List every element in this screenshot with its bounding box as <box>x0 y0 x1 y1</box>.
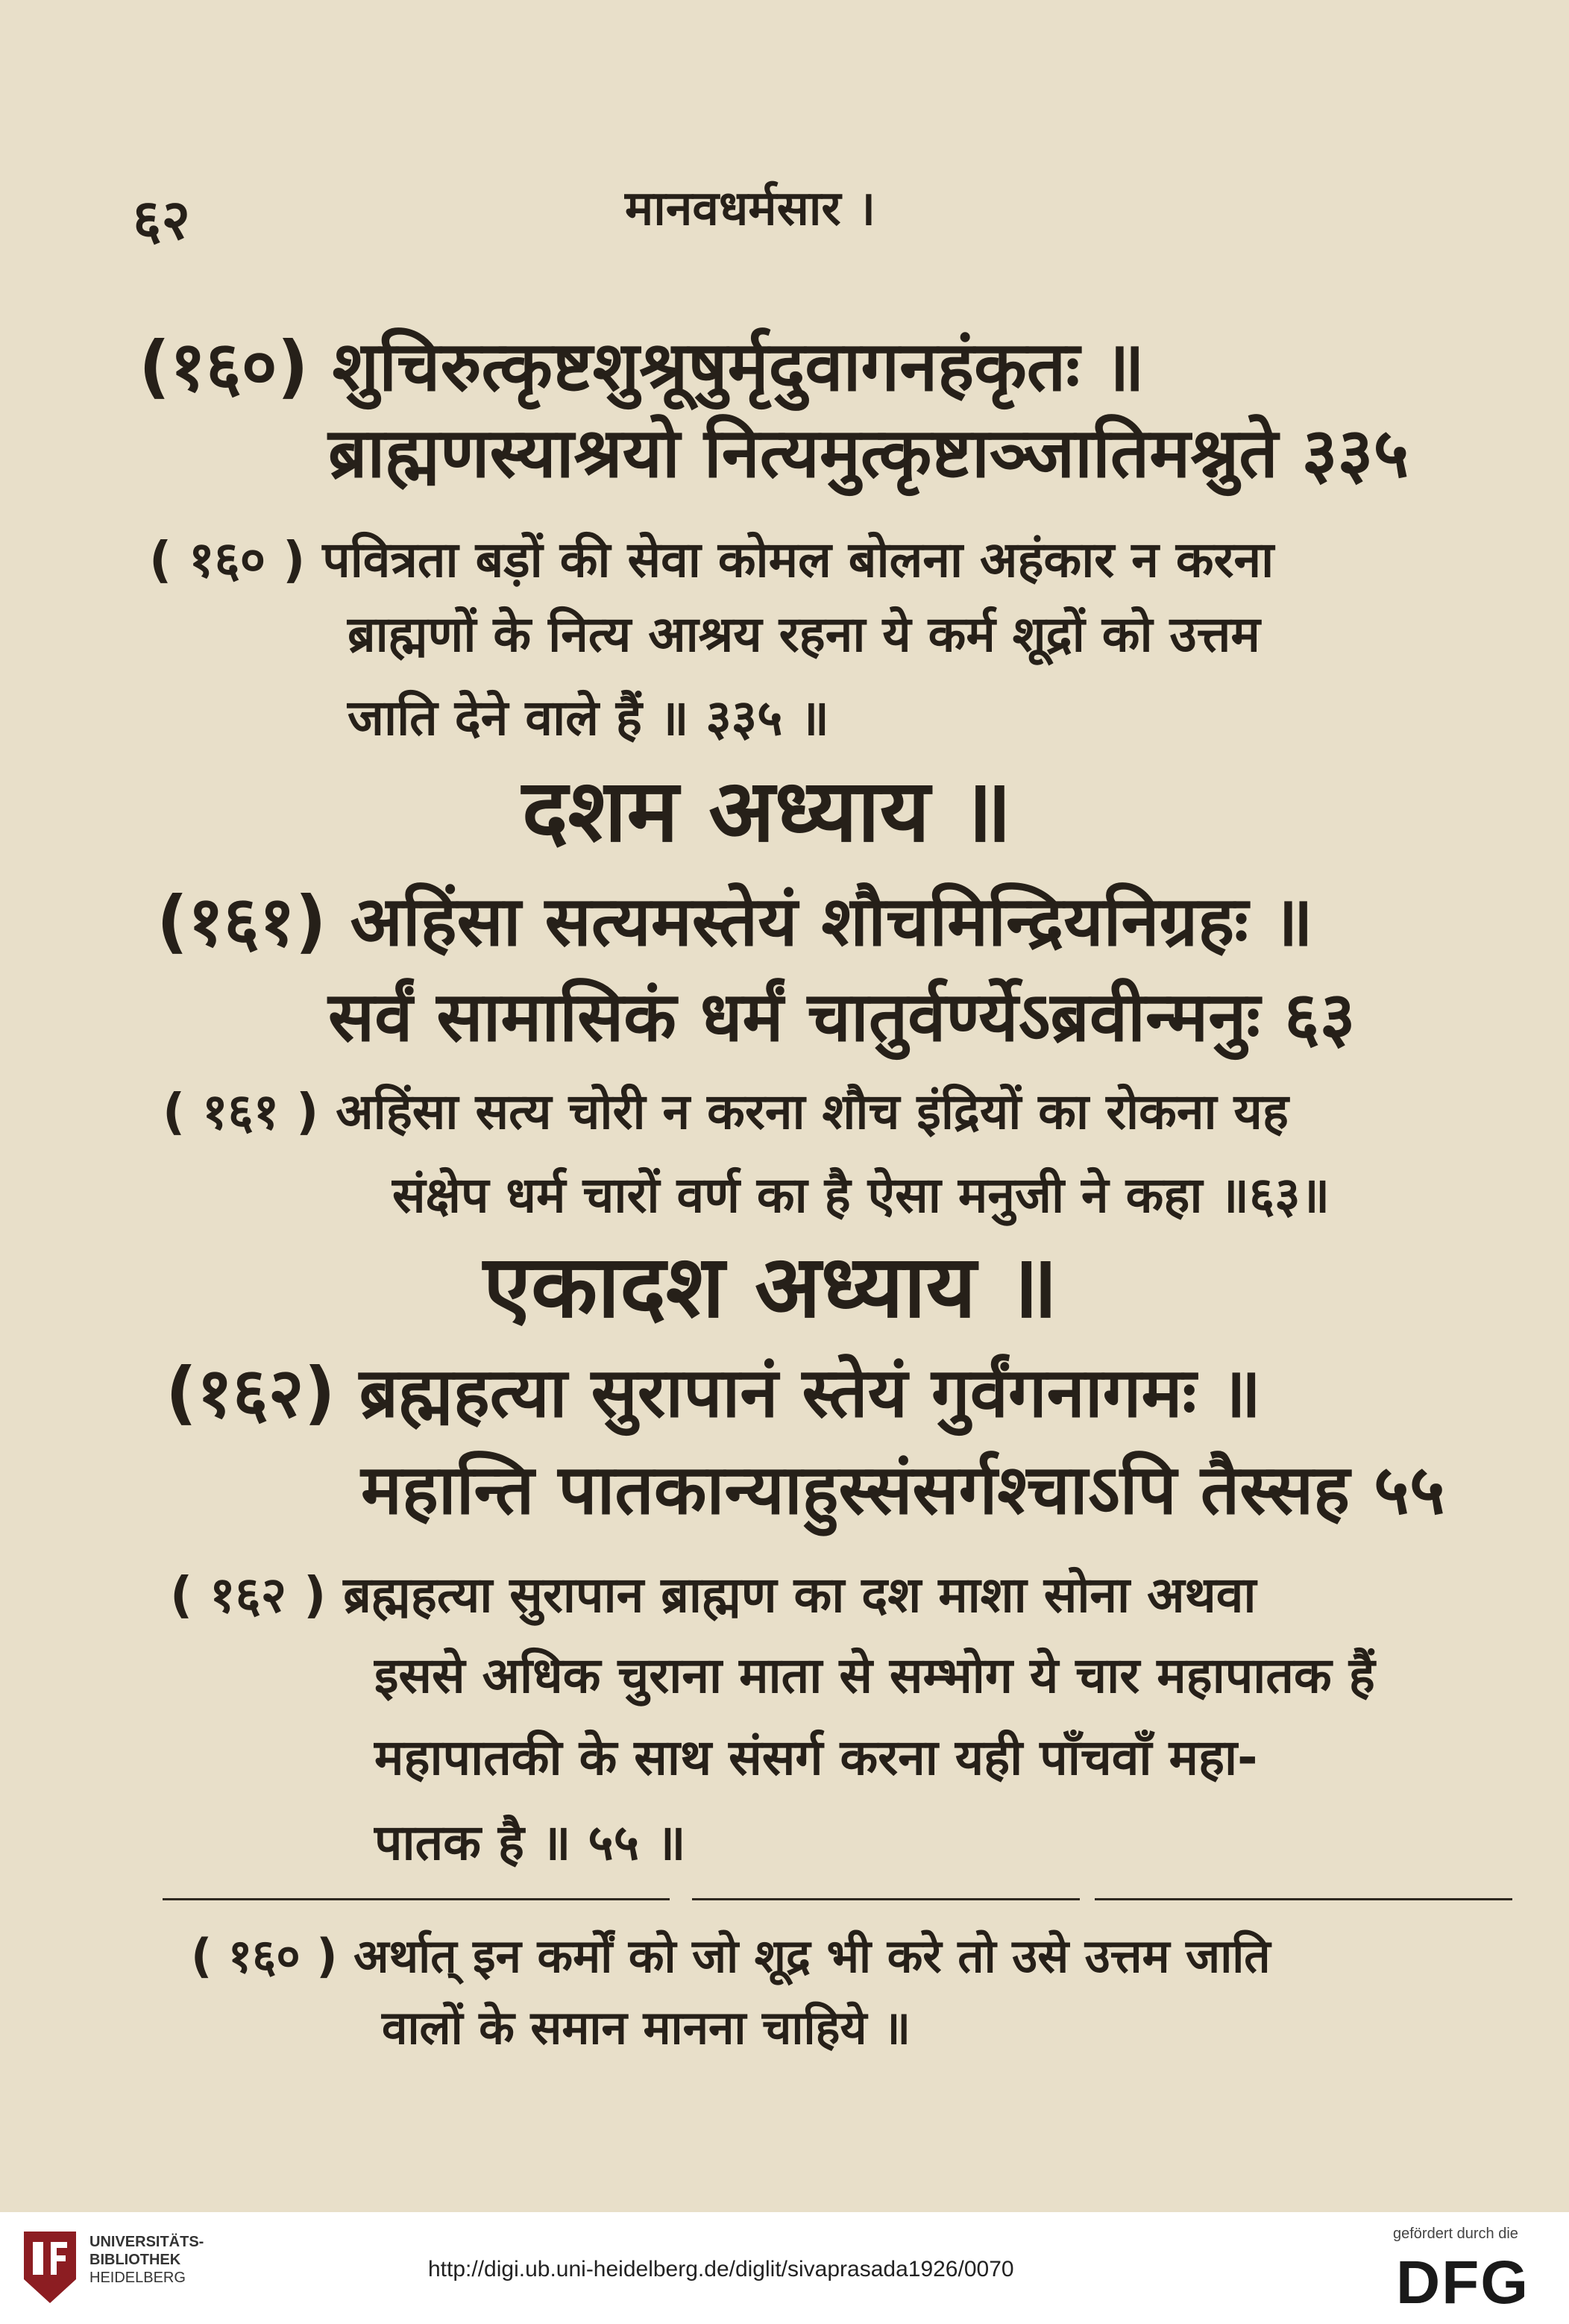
digitization-footer <box>0 2212 1569 2324</box>
translation-191-line2: संक्षेप धर्म चारों वर्ण का है ऐसा मनुजी ने कहा ॥६३॥ <box>392 1166 1330 1224</box>
footnote-190-line1: ( १६० ) अर्थात् इन कर्मों को जो शूद्र भी करे तो उसे उत्तम जाति <box>191 1929 1271 1983</box>
footnote-rule <box>1095 1898 1512 1900</box>
translation-192-line3: महापातकी के साथ संसर्ग करना यही पाँचवाँ महा- <box>374 1729 1258 1786</box>
verse-190-line1: (१६०) शुचिरुत्कृष्टशुश्रूषुर्मृदुवागनहंकृतः ॥ <box>139 327 1145 406</box>
page-number: ६२ <box>133 188 190 252</box>
verse-192-line1: (१६२) ब्रह्महत्या सुरापानं स्तेयं गुर्वंगनागमः ॥ <box>166 1353 1262 1433</box>
verse-191-line1: (१६१) अहिंसा सत्यमस्तेयं शौचमिन्द्रियनिग्रहः ॥ <box>157 882 1313 961</box>
running-title: मानवधर्मसार । <box>625 181 876 236</box>
translation-190-line1: ( १६० ) पवित्रता बड़ों की सेवा कोमल बोलना अहंकार न करना <box>149 531 1274 588</box>
footnote-rule <box>692 1898 1080 1900</box>
funding-caption: gefördert durch die <box>1393 2226 1518 2242</box>
translation-192-line4: पातक है ॥ ५५ ॥ <box>374 1814 686 1871</box>
verse-191-line2: सर्वं सामासिकं धर्मं चातुर्वर्ण्येऽब्रवीन्मनुः ६३ <box>328 977 1356 1057</box>
university-library-logo-icon <box>21 2227 79 2308</box>
translation-190-line3: जाति देने वाले हैं ॥ ३३५ ॥ <box>348 689 829 747</box>
translation-190-line2: ब्राह्मणों के नित्य आश्रय रहना ये कर्म शूद्रों को उत्तम <box>348 606 1260 663</box>
library-name-line: HEIDELBERG <box>89 2270 186 2286</box>
permalink-url[interactable]: http://digi.ub.uni-heidelberg.de/diglit/sivaprasada1926/0070 <box>428 2257 1014 2281</box>
chapter-heading-10: दशम अध्याय ॥ <box>522 761 1012 861</box>
footnote-190-line2: वालों के समान मानना चाहिये ॥ <box>382 2000 911 2055</box>
verse-192-line2: महान्ति पातकान्याहुस्संसर्गश्चाऽपि तैस्सह ५५ <box>361 1450 1445 1530</box>
library-name <box>89 2233 246 2287</box>
translation-192-line2: इससे अधिक चुराना माता से सम्भोग ये चार महापातक हैं <box>374 1647 1375 1704</box>
verse-190-line2: ब्राह्मणस्याश्रयो नित्यमुत्कृष्टाञ्जातिमश्नुते ३३५ <box>328 413 1409 493</box>
dfg-logo: DFG <box>1396 2249 1530 2317</box>
library-name-line: BIBLIOTHEK <box>89 2252 181 2268</box>
footnote-rule <box>163 1898 670 1900</box>
translation-191-line1: ( १६१ ) अहिंसा सत्य चोरी न करना शौच इंद्रियों का रोकना यह <box>163 1083 1289 1140</box>
library-name-line: UNIVERSITÄTS- <box>89 2234 204 2250</box>
chapter-heading-11: एकादश अध्याय ॥ <box>483 1237 1058 1337</box>
translation-192-line1: ( १६२ ) ब्रह्महत्या सुरापान ब्राह्मण का दश माशा सोना अथवा <box>170 1566 1257 1624</box>
